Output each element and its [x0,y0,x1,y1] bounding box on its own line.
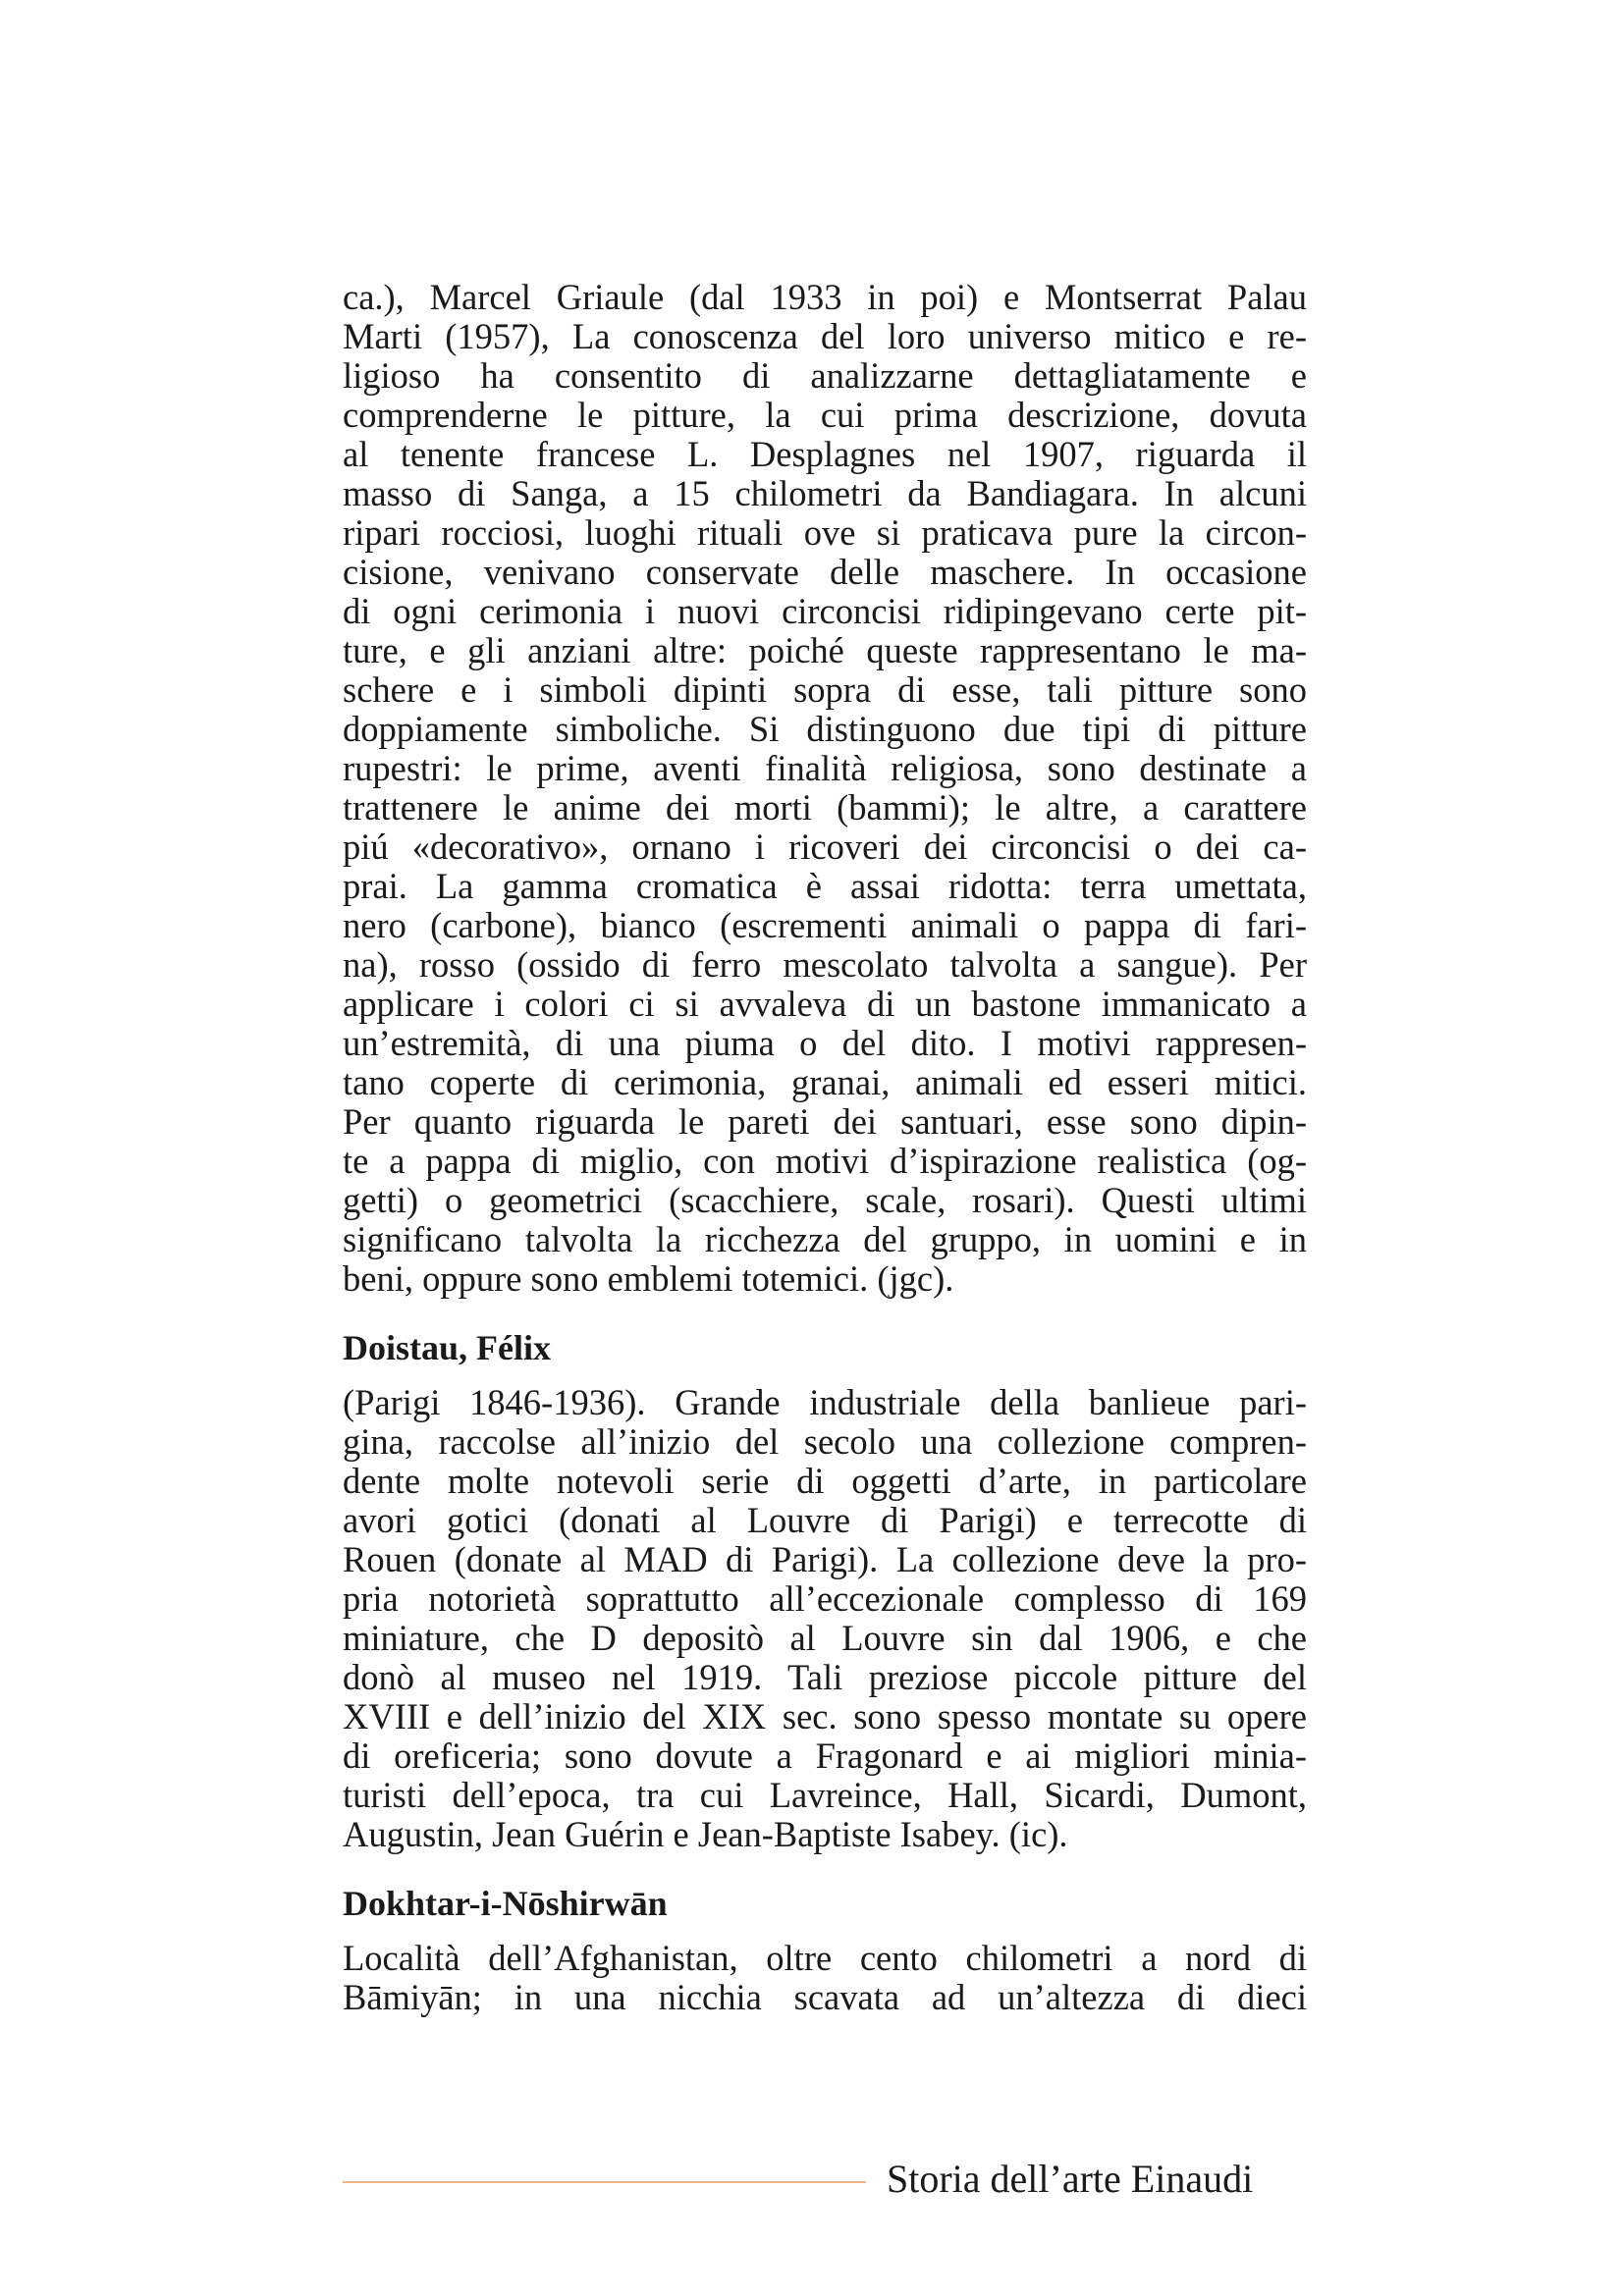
text-line: Per quanto riguarda le pareti dei santuari, esse sono dipin- [343,1101,1307,1142]
text-line: comprenderne le pitture, la cui prima descrizione, dovuta [343,395,1307,435]
text-line: significano talvolta la ricchezza del gruppo, in uomini e in [343,1219,1307,1259]
text-line: tano coperte di cerimonia, granai, animali ed esseri mitici. [343,1062,1307,1102]
text-line: XVIII e dell’inizio del XIX sec. sono spesso montate su opere [343,1696,1307,1736]
text-line: un’estremità, di una piuma o del dito. I motivi rappresen- [343,1023,1307,1063]
text-line: pria notorietà soprattutto all’eccezionale complesso di 169 [343,1578,1307,1619]
text-line: prai. La gamma cromatica è assai ridotta: terra umettata, [343,866,1307,906]
text-line: dente molte notevoli serie di oggetti d’arte, in particolare [343,1461,1307,1501]
text-line: piú «decorativo», ornano i ricoveri dei circoncisi o dei ca- [343,827,1307,867]
text-line: di ogni cerimonia i nuovi circoncisi ridipingevano certe pit- [343,591,1307,631]
text-line: ca.), Marcel Griaule (dal 1933 in poi) e Montserrat Palau [343,277,1307,317]
entry-dokhtar [343,1884,1307,2017]
text-line: Bāmiyān; in una nicchia scavata ad un’altezza di dieci [343,1977,1307,2017]
text-line: (Parigi 1846-1936). Grande industriale della banlieue pari- [343,1382,1307,1422]
text-line: gina, raccolse all’inizio del secolo una collezione compren- [343,1421,1307,1462]
text-line: ripari rocciosi, luoghi rituali ove si praticava pure la circon- [343,512,1307,553]
text-line: di oreficeria; sono dovute a Fragonard e ai migliori minia- [343,1735,1307,1776]
entry-heading: Doistau, Félix [343,1328,551,1367]
text-line: Augustin, Jean Guérin e Jean-Baptiste Isabey. (ic). [343,1814,1068,1854]
text-line: Località dell’Afghanistan, oltre cento chilometri a nord di [343,1938,1307,1978]
entry-doistau [343,1328,1307,1854]
text-line: miniature, che D depositò al Louvre sin dal 1906, e che [343,1618,1307,1658]
text-line: trattenere le anime dei morti (bammi); le altre, a carattere [343,787,1307,828]
text-line: te a pappa di miglio, con motivi d’ispirazione realistica (og- [343,1141,1307,1181]
entry-continued-text [343,278,1307,1299]
text-line: applicare i colori ci si avvaleva di un bastone immanicato a [343,984,1307,1024]
text-line: ligioso ha consentito di analizzarne dettagliatamente e [343,355,1307,396]
text-line: Rouen (donate al MAD di Parigi). La collezione deve la pro- [343,1539,1307,1579]
text-line: turisti dell’epoca, tra cui Lavreince, Hall, Sicardi, Dumont, [343,1775,1307,1815]
text-line: masso di Sanga, a 15 chilometri da Bandiagara. In alcuni [343,473,1307,513]
footer-divider [343,2181,866,2183]
text-line: al tenente francese L. Desplagnes nel 1907, riguarda il [343,434,1307,474]
text-line: doppiamente simboliche. Si distinguono due tipi di pitture [343,709,1307,749]
text-line: ture, e gli anziani altre: poiché queste rappresentano le ma- [343,630,1307,670]
text-line: nero (carbone), bianco (escrementi animali o pappa di fari- [343,905,1307,945]
entry-heading: Dokhtar-i-Nōshirwān [343,1884,668,1923]
text-line: avori gotici (donati al Louvre di Parigi) e terrecotte di [343,1500,1307,1540]
text-line: beni, oppure sono emblemi totemici. (jgc). [343,1258,954,1299]
text-line: na), rosso (ossido di ferro mescolato talvolta a sangue). Per [343,944,1307,985]
text-line: Marti (1957), La conoscenza del loro universo mitico e re- [343,316,1307,356]
page-body [343,278,1307,2017]
text-line: schere e i simboli dipinti sopra di esse, tali pitture sono [343,669,1307,710]
text-line: rupestri: le prime, aventi finalità religiosa, sono destinate a [343,748,1307,788]
text-line: cisione, venivano conservate delle maschere. In occasione [343,552,1307,592]
text-line: getti) o geometrici (scacchiere, scale, rosari). Questi ultimi [343,1180,1307,1220]
text-line: donò al museo nel 1919. Tali preziose piccole pitture del [343,1657,1307,1697]
footer-publication-title: Storia dell’arte Einaudi [887,2157,1254,2201]
